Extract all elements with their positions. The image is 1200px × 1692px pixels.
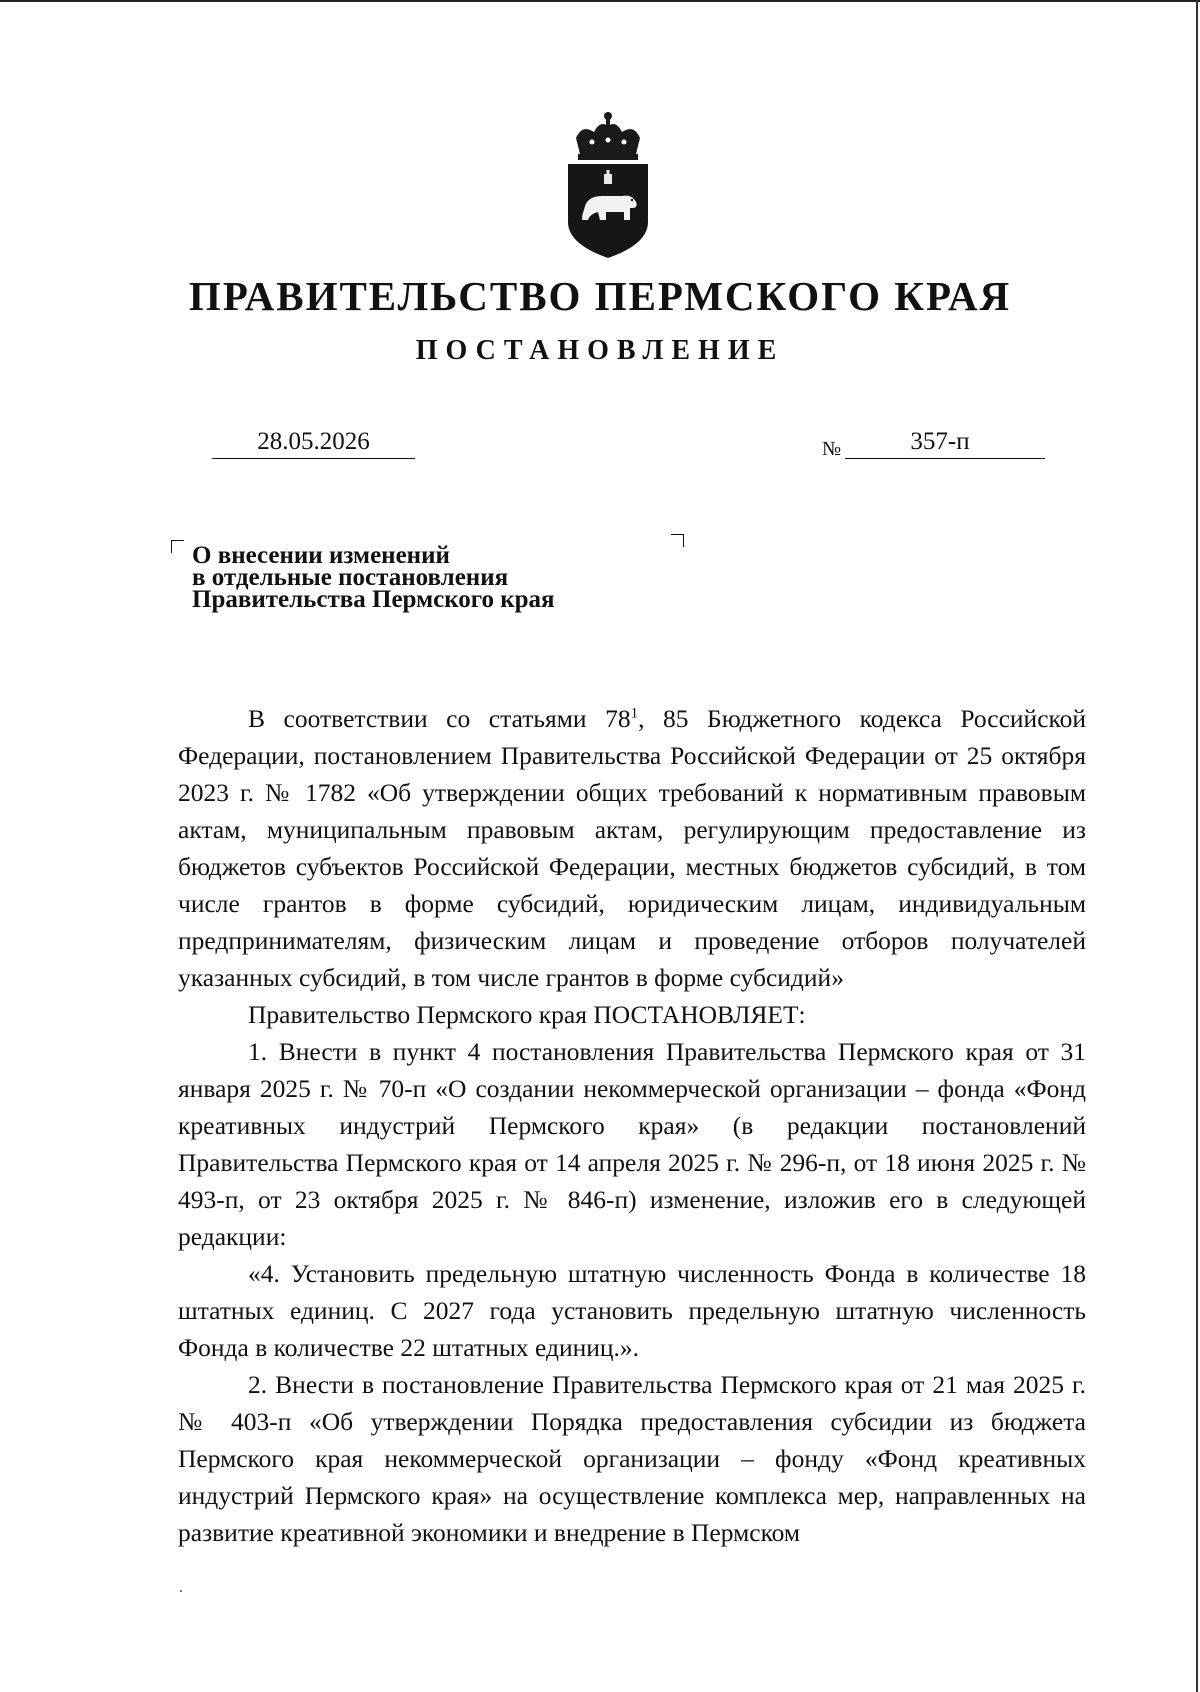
scan-speck — [180, 1590, 182, 1592]
document-subject — [192, 542, 672, 613]
date-underline — [212, 458, 415, 459]
subject-line: Правительства Пермского края — [192, 586, 555, 613]
body-paragraph-item-2: 2. Внести в постановление Правительства Пермского края от 21 мая 2025 г. № 403-п «Об утверждении Порядка предоставления субсидии из бюджета Пермского края некоммерческой организации – фонду «Фонд креативных индустрий Пермского края» на осуществление комплекса мер, направленных на развитие креативной экономики и внедрение в Пермском — [178, 1370, 1086, 1547]
subject-line: О внесении изменений — [192, 542, 450, 569]
subject-corner-right — [671, 534, 684, 547]
body-paragraph-quoted-item-4: «4. Установить предельную штатную численность Фонда в количестве 18 штатных единиц. С 2027 года установить предельную штатную численность Фонда в количестве 22 штатных единиц.». — [178, 1259, 1086, 1362]
number-sign: № — [822, 438, 842, 460]
page-edge-right — [1196, 0, 1198, 1692]
document-date: 28.05.2026 — [257, 428, 370, 455]
number-underline — [845, 458, 1045, 459]
coat-of-arms-icon — [562, 110, 654, 260]
body-paragraph-resolves: Правительство Пермского края ПОСТАНОВЛЯЕТ: — [248, 1000, 806, 1029]
subject-line: в отдельные постановления — [192, 564, 509, 591]
subject-corner-left — [171, 540, 184, 553]
article-superscript: 1 — [630, 705, 639, 722]
document-number: 357-п — [910, 428, 970, 455]
page-edge-top — [0, 0, 1200, 2]
body-paragraph-basis — [178, 700, 1086, 996]
document-body — [178, 700, 1086, 1551]
organization-title: ПРАВИТЕЛЬСТВО ПЕРМСКОГО КРАЯ — [188, 273, 1012, 319]
body-paragraph-item-1: 1. Внести в пункт 4 постановления Правительства Пермского края от 31 января 2025 г. № 70-п «О создании некоммерческой организации – фонда «Фонд креативных индустрий Пермского края» (в редакции постановлений Правительства Пермского края от 14 апреля 2025 г. № 296-п, от 18 июня 2025 г. № 493-п, от 23 октября 2025 г. № 846-п) изменение, изложив его в следующей редакции: — [178, 1037, 1086, 1251]
document-type: ПОСТАНОВЛЕНИЕ — [415, 335, 785, 366]
basis-text-start: В соответствии со статьями 78 — [248, 704, 631, 733]
basis-text-end: , 85 Бюджетного кодекса Российской Федерации, постановлением Правительства Российской Федерации от 25 октября 2023 г. № 1782 «Об утверждении общих требований к нормативным правовым актам, муниципальным правовым актам, регулирующим предоставление из бюджетов субъектов Российской Федерации, местных бюджетов субсидий, в том числе грантов в форме субсидий, юридическим лицам, индивидуальным предпринимателям, физическим лицам и проведение отборов получателей указанных субсидий, в том числе грантов в форме субсидий» — [178, 704, 1086, 992]
